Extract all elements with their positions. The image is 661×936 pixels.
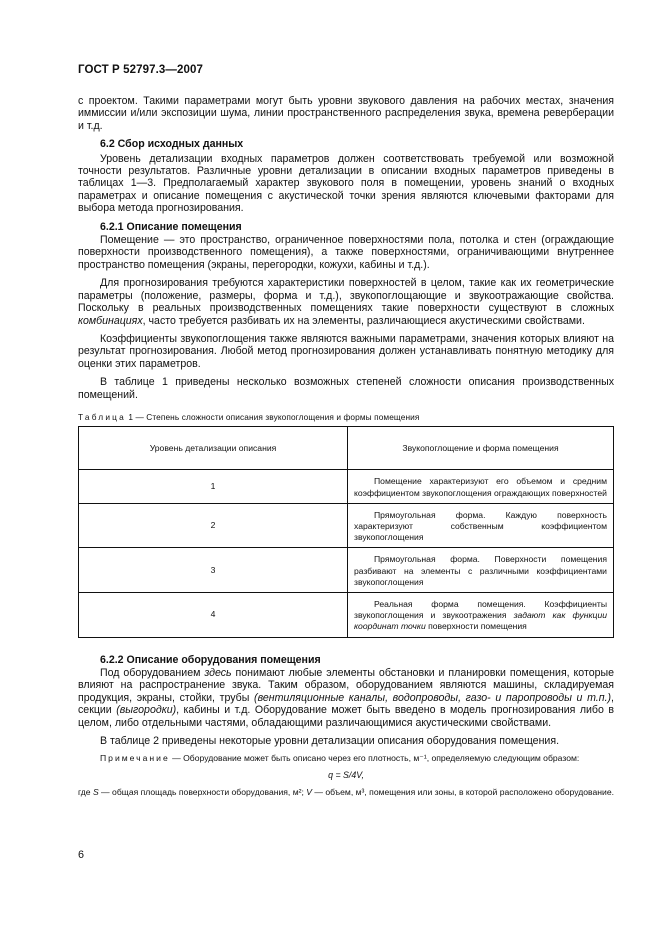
text-run: , кабины и т.д. Оборудование может быть введено в модель прогнозирования либо в целом, либо отдельными частями, обладающими различающимися акустическими свойствами. [78, 704, 614, 729]
italic-term: (вентиляционные каналы, водопроводы, газо- и паропроводы и т.п.) [254, 691, 612, 704]
document-code-header: ГОСТ Р 52797.3—2007 [78, 64, 203, 76]
description-text: Реальная форма помещения. Коэффициенты звукопоглощения и звукоотражения [354, 598, 607, 621]
text-run: Для прогнозирования требуются характеристики поверхностей в целом, такие как их геометрические параметры (положение, размеры, форма и т.д.), звукопоглощающие и звукоотражающие свойства. Поскольку в реальных производственных помещениях такие поверхности существуют в сложных [78, 277, 614, 315]
surface-characteristics-paragraph [78, 277, 614, 327]
page-number: 6 [78, 849, 85, 861]
section-6-2-2-heading: 6.2.2 Описание оборудования помещения [100, 653, 321, 666]
variable-s: S [92, 786, 99, 797]
description-cell [348, 592, 614, 637]
description-text: поверхности помещения [425, 621, 527, 632]
description-cell [348, 470, 614, 503]
description-cell [348, 503, 614, 548]
variable-v: V [306, 786, 312, 797]
description-text: Помещение характеризуют его объемом и средним коэффициентом звукопоглощения ограждающих поверхностей [354, 476, 607, 498]
column-header-level: Уровень детализации описания [79, 427, 348, 470]
italic-term: (выгородки) [116, 704, 177, 717]
table-row [79, 470, 614, 503]
section-6-2-1-heading: 6.2.1 Описание помещения [100, 220, 242, 233]
text-run: — общая площадь поверхности оборудования, м²; [98, 786, 307, 797]
note-label: Примечание [100, 753, 170, 764]
table-word: Таблица [78, 411, 126, 422]
description-cell [348, 548, 614, 593]
formula-text: q = S/4V, [328, 770, 364, 781]
table2-intro-paragraph: В таблице 2 приведены некоторые уровни детализации описания оборудования помещения. [100, 735, 560, 748]
note [78, 753, 614, 765]
note-text: — Оборудование может быть описано через его плотность, м⁻¹, определяемую следующим образом: [169, 753, 580, 764]
caption-text: 1 — Степень сложности описания звукопоглощения и формы помещения [128, 411, 420, 422]
italic-term: комбинациях [78, 314, 143, 327]
room-definition-paragraph: Помещение — это пространство, ограниченное поверхностями пола, потолка и стен (ограждающие поверхности производственного помещения), а также поверхностями, ограничивающими внутреннее пространство помещения (экраны, перегородки, кожухи, кабины и т.д.). [78, 234, 614, 271]
column-header-description: Звукопоглощение и форма помещения [348, 427, 614, 470]
table-row [79, 592, 614, 637]
page-body [78, 95, 614, 798]
table1-caption [78, 411, 614, 423]
formula-legend [78, 787, 614, 799]
text-run: где [78, 786, 93, 797]
table-row [79, 503, 614, 548]
section-6-2-heading: 6.2 Сбор исходных данных [100, 138, 244, 151]
table1-intro-paragraph: В таблице 1 приведены несколько возможных степеней сложности описания производственных помещений. [78, 376, 614, 401]
text-run: , секции [78, 691, 614, 717]
table1 [78, 426, 614, 637]
table-header-row [79, 427, 614, 470]
absorption-coefficients-paragraph: Коэффициенты звукопоглощения также являются важными параметрами, значения которых влияют на результат прогнозирования. Любой метод прогнозирования должен устанавливать понятную методику для оценки этих параметров. [78, 332, 614, 370]
level-cell: 1 [79, 470, 348, 503]
table-row [79, 548, 614, 593]
level-cell: 2 [79, 503, 348, 548]
italic-term: задают как функции координат точки [354, 610, 608, 632]
italic-term: здесь [204, 666, 232, 679]
section-6-2-text: Уровень детализации входных параметров должен соответствовать требуемой или возможной точности результатов. Различные уровни детализации в описании входных параметров приведены в таблицах 1—3. Предполагаемый характер звукового поля в помещении, уровень знаний о входных параметрах и описание помещения с акустической точки зрения являются ключевыми факторами для выбора метода прогнозирования. [78, 152, 614, 215]
level-cell: 4 [79, 592, 348, 637]
density-formula [78, 769, 614, 781]
text-run: — объем, м³, помещения или зоны, в которой расположено оборудование. [312, 786, 614, 797]
description-text: Прямоугольная форма. Поверхности помещения разбивают на элементы с различными коэффициентами звукопоглощения [354, 554, 607, 587]
text-run: , часто требуется разбивать их на элементы, различающиеся акустическими свойствами. [142, 314, 585, 327]
continued-paragraph: с проектом. Такими параметрами могут быть уровни звукового давления на рабочих местах, значения иммиссии и/или экспозиции шума, линии пространственного распределения звука, времена реверберации и т.д. [78, 95, 614, 132]
level-cell: 3 [79, 548, 348, 593]
description-text: Прямоугольная форма. Каждую поверхность характеризуют собственным коэффициентом звукопоглощения [354, 509, 607, 543]
text-run: понимают любые элементы обстановки и планировки помещения, которые влияют на распространение звука. Таким образом, оборудованием являются машины, складируемая продукция, экраны, стойки, трубы [78, 666, 614, 704]
equipment-definition-paragraph [78, 667, 614, 729]
text-run: Под оборудованием [100, 666, 205, 679]
